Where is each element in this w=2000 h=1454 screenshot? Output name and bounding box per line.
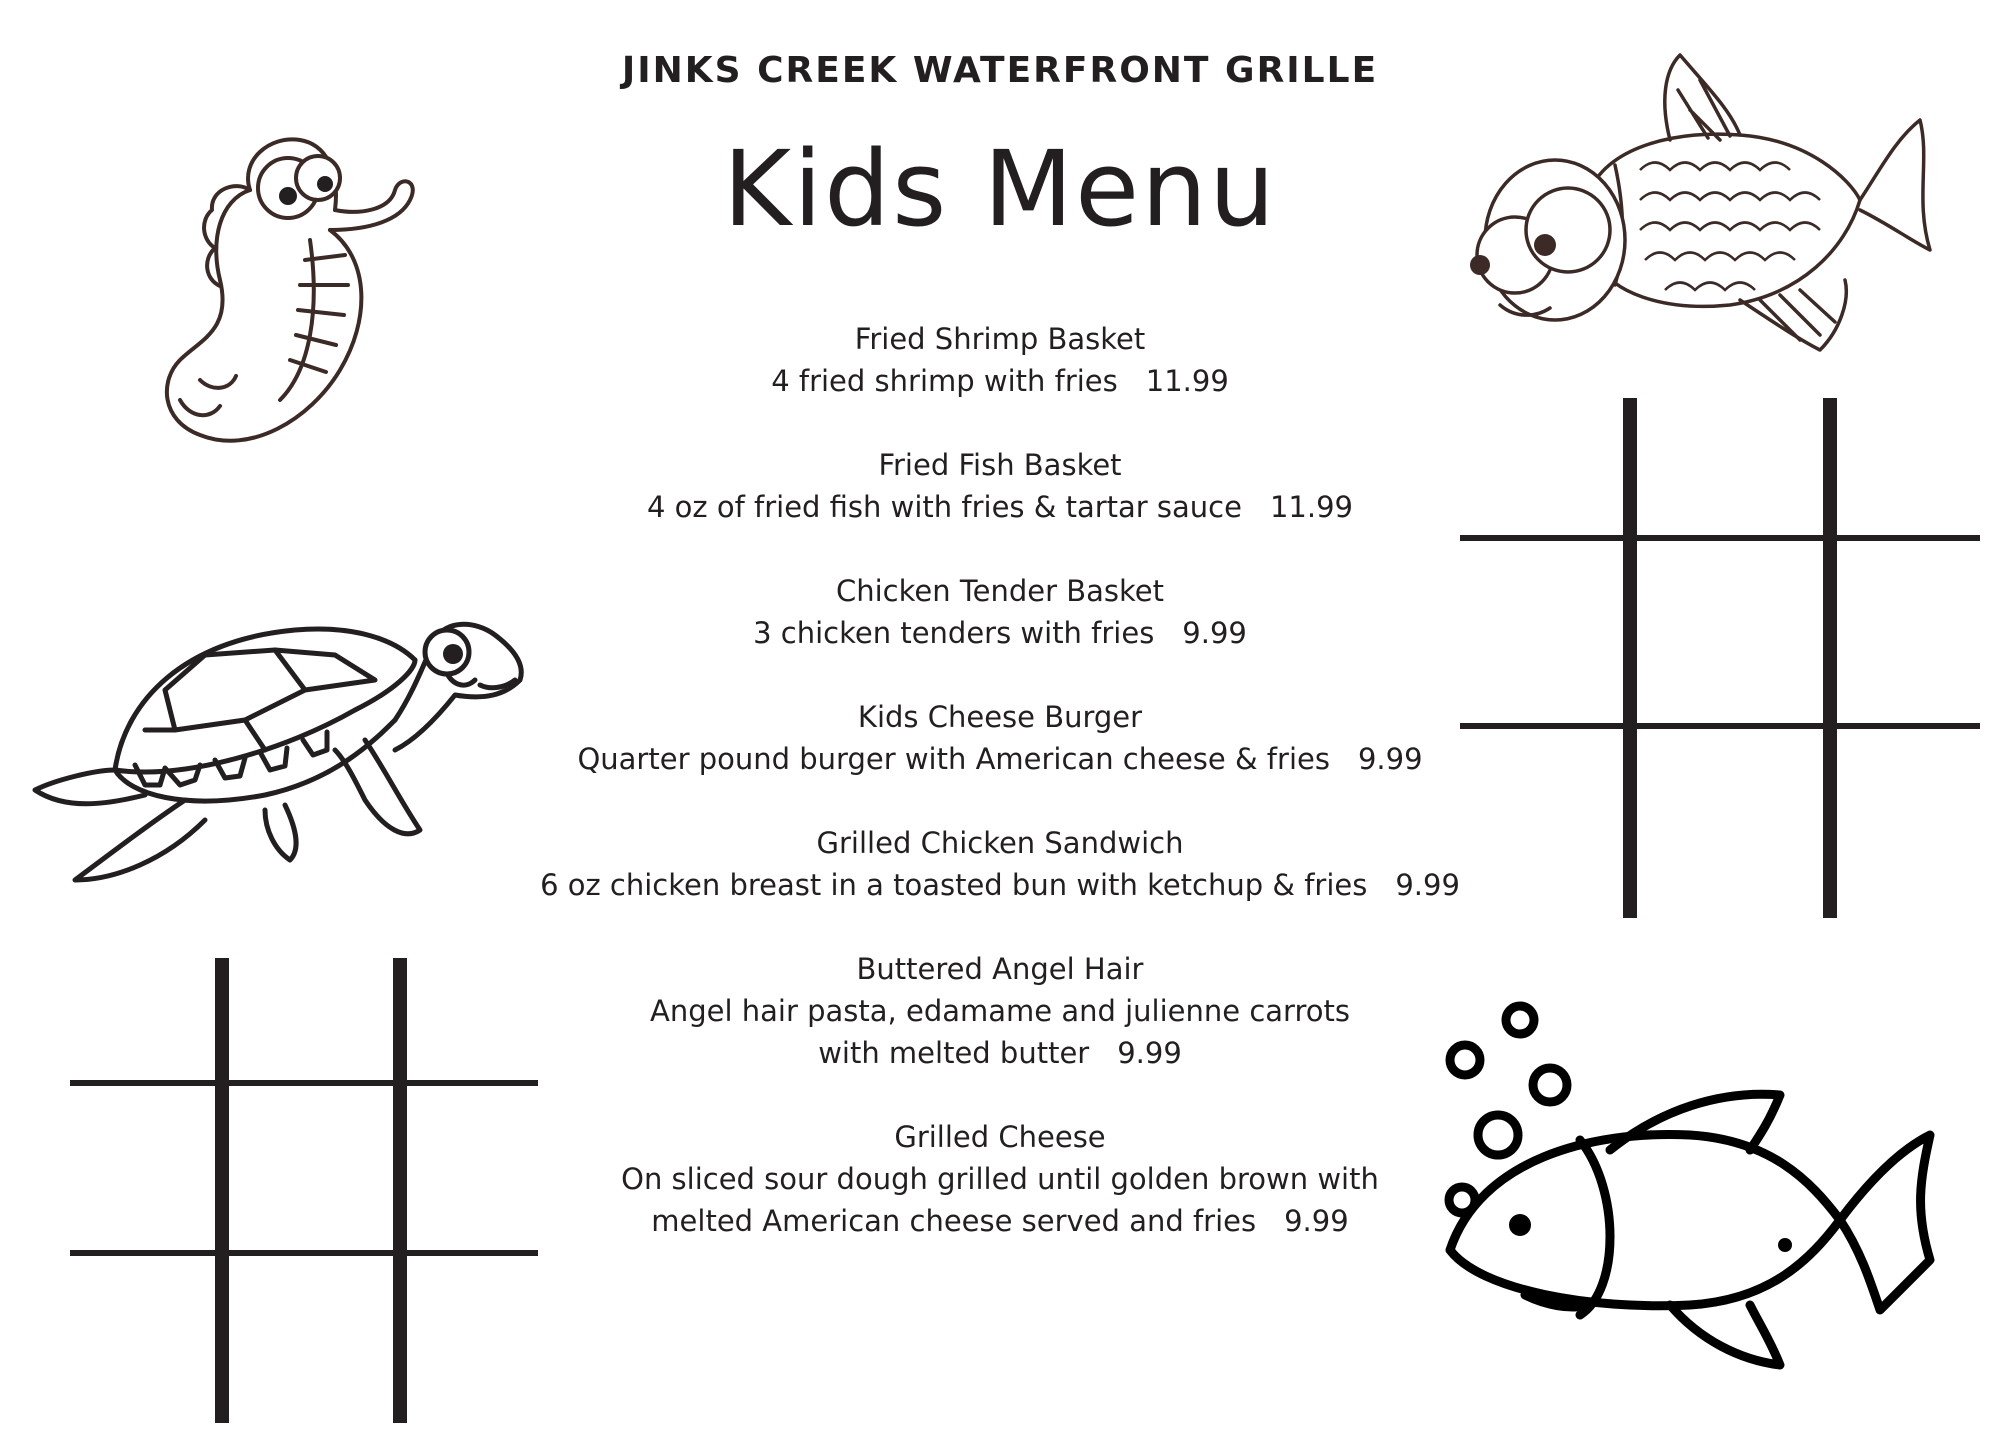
tic-tac-toe-grid[interactable] xyxy=(70,958,540,1428)
menu-item xyxy=(500,948,1500,1074)
item-price: 11.99 xyxy=(1269,490,1353,524)
menu-item xyxy=(500,696,1500,780)
item-name: Fried Fish Basket xyxy=(878,448,1122,482)
menu-item xyxy=(500,1116,1500,1242)
item-description: melted American cheese served and fries xyxy=(651,1204,1257,1238)
item-price: 9.99 xyxy=(1182,616,1247,650)
cartoon-fish-icon xyxy=(1440,50,1900,380)
item-description: with melted butter xyxy=(818,1036,1090,1070)
item-name: Grilled Chicken Sandwich xyxy=(816,826,1184,860)
item-description: On sliced sour dough grilled until golden brown with xyxy=(621,1162,1379,1196)
menu-items xyxy=(500,318,1500,1284)
item-price: 9.99 xyxy=(1117,1036,1182,1070)
menu-item xyxy=(500,822,1500,906)
item-name: Fried Shrimp Basket xyxy=(854,322,1146,356)
menu-item xyxy=(500,444,1500,528)
tic-tac-toe-grid[interactable] xyxy=(1460,398,1980,918)
item-description: Angel hair pasta, edamame and julienne carrots xyxy=(650,994,1350,1028)
item-price: 11.99 xyxy=(1145,364,1229,398)
item-description: Quarter pound burger with American cheese & fries xyxy=(577,742,1330,776)
item-name: Grilled Cheese xyxy=(894,1120,1106,1154)
restaurant-name: JINKS CREEK WATERFRONT GRILLE xyxy=(621,50,1379,91)
item-name: Kids Cheese Burger xyxy=(857,700,1143,734)
menu-item xyxy=(500,318,1500,402)
menu-title: Kids Menu xyxy=(723,128,1277,250)
sea-turtle-icon xyxy=(35,580,555,900)
item-description: 6 oz chicken breast in a toasted bun with ketchup & fries xyxy=(540,868,1368,902)
item-name: Chicken Tender Basket xyxy=(836,574,1164,608)
item-description: 4 oz of fried fish with fries & tartar sauce xyxy=(646,490,1242,524)
item-name: Buttered Angel Hair xyxy=(856,952,1144,986)
item-description: 3 chicken tenders with fries xyxy=(753,616,1155,650)
menu-item xyxy=(500,570,1500,654)
fish-with-bubbles-icon xyxy=(1440,960,1960,1390)
item-price: 9.99 xyxy=(1357,742,1423,776)
item-description: 4 fried shrimp with fries xyxy=(771,364,1118,398)
item-price: 9.99 xyxy=(1284,1204,1349,1238)
item-price: 9.99 xyxy=(1395,868,1460,902)
seahorse-icon xyxy=(140,80,420,450)
